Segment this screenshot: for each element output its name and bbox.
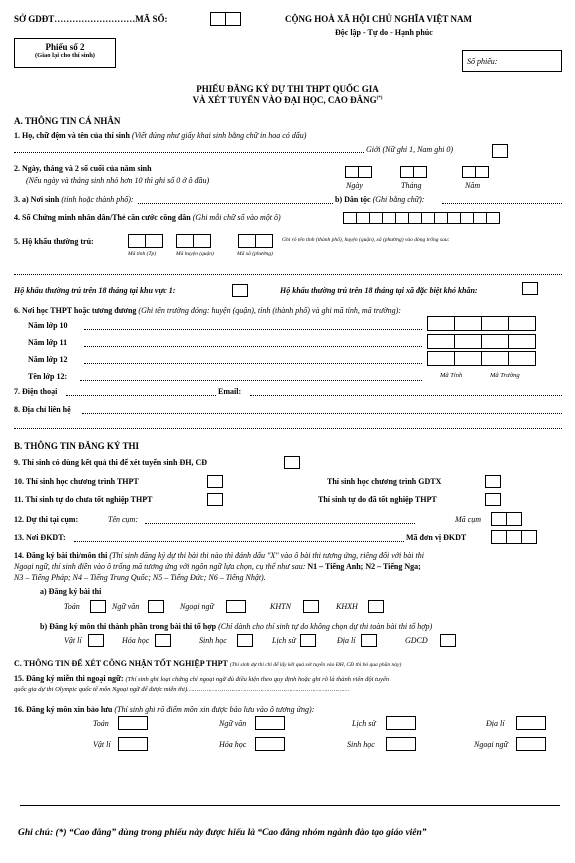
q14-label: 14. Đăng ký bài thi/môn thi — [14, 551, 108, 560]
section-b-heading: B. THÔNG TIN ĐĂNG KÝ THI — [14, 441, 140, 451]
dob-month-label: Tháng — [401, 181, 422, 190]
footer-text: (*) “Cao đẳng” dùng trong phiếu này được hiểu là “Cao đẳng nhóm ngành đào tạo giáo viên” — [55, 828, 427, 838]
title-line2: VÀ XÉT TUYỂN VÀO ĐẠI HỌC, CAO ĐẲNG — [192, 95, 377, 105]
q3b-label: b) Dân tộc — [335, 195, 371, 204]
dob-year-boxes[interactable] — [462, 166, 488, 178]
q6-code-row-2[interactable] — [427, 351, 535, 366]
q14a-item-0: Toán — [64, 602, 80, 611]
q8-line-1[interactable] — [82, 413, 562, 414]
q16-r1-0: Toán — [93, 719, 109, 728]
q15-note2: quốc gia dự thi Olympic quốc tế môn Ngoại ngữ để được miễn thi)………………………………………………………………………… — [14, 686, 349, 693]
q16-r1-box-0[interactable] — [118, 716, 148, 730]
title-line1: PHIẾU ĐĂNG KÝ DỰ THI THPT QUỐC GIA — [196, 84, 379, 94]
q6-ten-line[interactable] — [80, 380, 422, 381]
q14-row2 — [14, 562, 421, 571]
q16-row — [14, 705, 314, 714]
q1-note: (Viết đúng như giấy khai sinh bằng chữ in hoa có dấu) — [131, 131, 307, 140]
q7-email-line[interactable] — [250, 395, 562, 396]
ma-dkdt-boxes[interactable] — [491, 530, 536, 544]
q14-row — [14, 551, 424, 560]
q1-row — [14, 131, 306, 140]
q6-l11-label: Năm lớp 11 — [28, 338, 68, 347]
q8-label: 8. Địa chỉ liên hệ — [14, 405, 71, 414]
section-c-row — [14, 659, 401, 668]
q15-label: 15. Đăng ký miễn thi ngoại ngữ: — [14, 674, 124, 683]
q11b-label: Thí sinh tự do đã tốt nghiệp THPT — [318, 495, 437, 504]
q3a-row — [14, 195, 134, 204]
q13-label: 13. Nơi ĐKDT: — [14, 533, 66, 542]
q14b-item-5: GDCD — [405, 636, 428, 645]
q14b-label: b) Đăng ký môn thi thành phần trong bài thi tổ hợp — [40, 622, 217, 631]
q14b-box-1[interactable] — [155, 634, 171, 647]
q3b-note: (Ghi bằng chữ): — [372, 195, 425, 204]
q1-name-line[interactable] — [14, 152, 364, 153]
q3b-row — [335, 195, 424, 204]
country-name: CỘNG HOÀ XÃ HỘI CHỦ NGHĨA VIỆT NAM — [285, 14, 472, 24]
q14b-box-5[interactable] — [440, 634, 456, 647]
q16-r1-1: Ngữ văn — [219, 719, 247, 728]
q14-note1: (Thí sinh đăng ký dự thi bài thi nào thì đánh dấu "X" vào ô bài thi tương ứng, riêng đối với bài thi — [109, 551, 424, 560]
q16-r2-box-3[interactable] — [516, 737, 546, 751]
q14a-item-3: KHTN — [270, 602, 291, 611]
q14b-item-4: Địa lí — [337, 636, 356, 645]
q4-label: 4. Số Chứng minh nhân dân/Thẻ căn cước công dân — [14, 213, 191, 222]
q16-r2-2: Sinh học — [347, 740, 375, 749]
q11-box[interactable] — [207, 493, 223, 506]
q14a-box-3[interactable] — [303, 600, 319, 613]
motto: Độc lập - Tự do - Hạnh phúc — [335, 28, 433, 37]
q1-label: 1. Họ, chữ đệm và tên của thí sinh — [14, 131, 130, 140]
dob-day-label: Ngày — [346, 181, 363, 190]
q14-n1: N1 – Tiếng Anh; N2 – Tiếng Nga; — [307, 562, 421, 571]
q5-address-line[interactable] — [14, 274, 562, 275]
title-line2-wrap — [0, 95, 575, 105]
q16-r2-box-2[interactable] — [386, 737, 416, 751]
q4-note: (Ghi mỗi chữ số vào một ô) — [192, 213, 281, 222]
ma-tinh-boxes[interactable] — [128, 234, 162, 248]
q10-box[interactable] — [207, 475, 223, 488]
q5-dbkk-label: Hộ khẩu thường trú trên 18 tháng tại xã đặc biệt khó khăn: — [280, 286, 478, 295]
section-a-heading: A. THÔNG TIN CÁ NHÂN — [14, 116, 121, 126]
q16-r1-3: Địa lí — [486, 719, 505, 728]
q6-l10-label: Năm lớp 10 — [28, 321, 68, 330]
q14b-row — [40, 622, 432, 631]
q10b-box[interactable] — [485, 475, 501, 488]
q5-kv1-label: Hộ khẩu thường trú trên 18 tháng tại khu vực 1: — [14, 286, 176, 295]
q14a-item-2: Ngoại ngữ — [180, 602, 214, 611]
q16-r2-box-1[interactable] — [255, 737, 285, 751]
q1-gender-label: Giới (Nữ ghi 1, Nam ghi 0) — [366, 145, 454, 154]
q9-label: 9. Thí sinh có dùng kết quả thi để xét tuyển sinh ĐH, CĐ — [14, 458, 208, 467]
section-c-heading: C. THÔNG TIN ĐỂ XÉT CÔNG NHẬN TỐT NGHIỆP THPT — [14, 659, 228, 668]
ma-huyen-boxes[interactable] — [176, 234, 210, 248]
ma-so-box-1[interactable] — [210, 12, 226, 26]
q14-note2: Ngoại ngữ, thí sinh điền vào ô trống mã tương ứng với ngôn ngữ lựa chọn, cụ thể như sau: — [14, 562, 306, 571]
so-phieu-box[interactable] — [462, 50, 562, 72]
q3a-note: (tỉnh hoặc thành phố): — [61, 195, 134, 204]
q16-label: 16. Đăng ký môn xin bảo lưu — [14, 705, 113, 714]
q16-r1-box-2[interactable] — [386, 716, 416, 730]
dob-month-boxes[interactable] — [400, 166, 426, 178]
q5-tinh-label: Mã tỉnh (Tp) — [128, 251, 157, 257]
q14a-label: a) Đăng ký bài thi — [40, 587, 102, 596]
q14a-item-1: Ngữ văn — [112, 602, 140, 611]
q5-note: Ghi rõ tên tỉnh (thành phố), huyện (quận), xã (phường) vào dòng trống sau: — [282, 237, 450, 243]
dbkk-box[interactable] — [522, 282, 538, 295]
q6-ten-label: Tên lớp 12: — [28, 372, 68, 381]
q6-l10-line[interactable] — [84, 329, 422, 330]
q7-label: 7. Điện thoại — [14, 387, 58, 396]
q14b-box-2[interactable] — [237, 634, 253, 647]
q12-label: 12. Dự thi tại cụm: — [14, 515, 79, 524]
dob-day-boxes[interactable] — [345, 166, 371, 178]
q14b-item-1: Hóa học — [122, 636, 150, 645]
q12-ten-label: Tên cụm: — [108, 515, 138, 524]
cmnd-boxes[interactable] — [343, 212, 499, 224]
q16-r1-box-1[interactable] — [255, 716, 285, 730]
q14a-item-4: KHXH — [336, 602, 358, 611]
q13-ma-label: Mã đơn vị ĐKDT — [406, 533, 467, 542]
ma-so-box-2[interactable] — [225, 12, 241, 26]
q14a-box-1[interactable] — [148, 600, 164, 613]
q6-l12-line[interactable] — [84, 363, 422, 364]
q5-label: 5. Hộ khẩu thường trú: — [14, 237, 94, 246]
so-phieu-label: Số phiếu: — [467, 57, 498, 66]
q4-row — [14, 213, 281, 222]
q16-r1-2: Lịch sử — [352, 719, 376, 728]
q2-label: 2. Ngày, tháng và 2 số cuối của năm sinh — [14, 164, 152, 173]
so-gddt-label: SỞ GDĐT………………………MÃ SỐ: — [14, 14, 168, 24]
q14b-box-3[interactable] — [300, 634, 316, 647]
q14b-item-0: Vật lí — [64, 636, 82, 645]
q7-phone-line[interactable] — [66, 395, 216, 396]
dob-year-label: Năm — [465, 181, 481, 190]
q6-note: (Ghi tên trường đóng: huyện (quận), tỉnh (thành phố) và ghi mã tỉnh, mã trường): — [138, 306, 401, 315]
q16-r2-0: Vật lí — [93, 740, 111, 749]
q6-matruong-label: Mã Trường — [490, 372, 520, 379]
q6-row — [14, 306, 401, 315]
phieu-note: (Giao lại cho thí sinh) — [35, 52, 95, 59]
q12-ma-label: Mã cụm — [455, 515, 481, 524]
q12-ten-line[interactable] — [145, 523, 415, 524]
q6-code-row-0[interactable] — [427, 316, 535, 331]
kv1-box[interactable] — [232, 284, 248, 297]
q14b-item-2: Sinh học — [199, 636, 227, 645]
q5-xa-label: Mã xã (phường) — [237, 251, 273, 257]
q15-row — [14, 674, 389, 683]
q10b-label: Thí sinh học chương trình GDTX — [327, 477, 442, 486]
q5-huyen-label: Mã huyện (quận) — [176, 251, 214, 257]
section-c-note: (Thí sinh dự thi chỉ để lấy kết quả xét tuyển vào ĐH, CĐ thì bỏ qua phần này) — [229, 662, 402, 668]
q14b-item-3: Lịch sử — [272, 636, 296, 645]
q6-label: 6. Nơi học THPT hoặc tương đương — [14, 306, 137, 315]
q3a-line[interactable] — [138, 203, 333, 204]
q16-r2-box-0[interactable] — [118, 737, 148, 751]
footer-divider — [20, 805, 560, 806]
q8-line-2[interactable] — [14, 428, 562, 429]
footer-ghichu: Ghi chú: — [18, 828, 54, 838]
q10-label: 10. Thí sinh học chương trình THPT — [14, 477, 139, 486]
q13-line[interactable] — [74, 541, 404, 542]
q14a-box-2[interactable] — [226, 600, 246, 613]
q14a-box-0[interactable] — [90, 600, 106, 613]
q7-email-label: Email: — [218, 387, 242, 396]
q6-matinh-label: Mã Tỉnh — [440, 372, 463, 379]
q16-r1-box-3[interactable] — [516, 716, 546, 730]
q2-note: (Nếu ngày và tháng sinh nhỏ hơn 10 thì ghi số 0 ở ô đầu) — [26, 176, 210, 185]
q14b-note: (Chỉ dành cho thí sinh tự do không chọn dự thi toàn bài thi tổ hợp) — [218, 622, 433, 631]
q16-r2-3: Ngoại ngữ — [474, 740, 508, 749]
q15-note1: (Thí sinh ghi loại chứng chỉ ngoại ngữ đủ điều kiện theo quy định hoặc ghi rõ là thành viên đội tuyển — [125, 676, 390, 683]
q3a-label: 3. a) Nơi sinh — [14, 195, 60, 204]
footer-note — [18, 828, 427, 838]
q14b-box-4[interactable] — [361, 634, 377, 647]
q11b-box[interactable] — [485, 493, 501, 506]
q6-l11-line[interactable] — [84, 346, 422, 347]
title-sup: (*) — [376, 96, 383, 101]
q6-code-row-1[interactable] — [427, 334, 535, 349]
ma-cum-boxes[interactable] — [491, 512, 521, 526]
q14a-box-4[interactable] — [368, 600, 384, 613]
ma-xa-boxes[interactable] — [238, 234, 272, 248]
q11-label: 11. Thí sinh tự do chưa tốt nghiệp THPT — [14, 495, 153, 504]
phieu-so-box — [14, 38, 116, 68]
q9-box[interactable] — [284, 456, 300, 469]
q3b-line[interactable] — [442, 203, 562, 204]
q16-note: (Thí sinh ghi rõ điểm môn xin được bảo lưu vào ô tương ứng): — [114, 705, 315, 714]
q6-l12-label: Năm lớp 12 — [28, 355, 68, 364]
phieu-so: Phiếu số 2 — [45, 42, 85, 52]
q16-r2-1: Hóa học — [219, 740, 247, 749]
q14-note3: N3 – Tiếng Pháp; N4 – Tiếng Trung Quốc; N5 – Tiếng Đức; N6 – Tiếng Nhật). — [14, 573, 266, 582]
gender-box[interactable] — [492, 144, 508, 158]
q14b-box-0[interactable] — [88, 634, 104, 647]
